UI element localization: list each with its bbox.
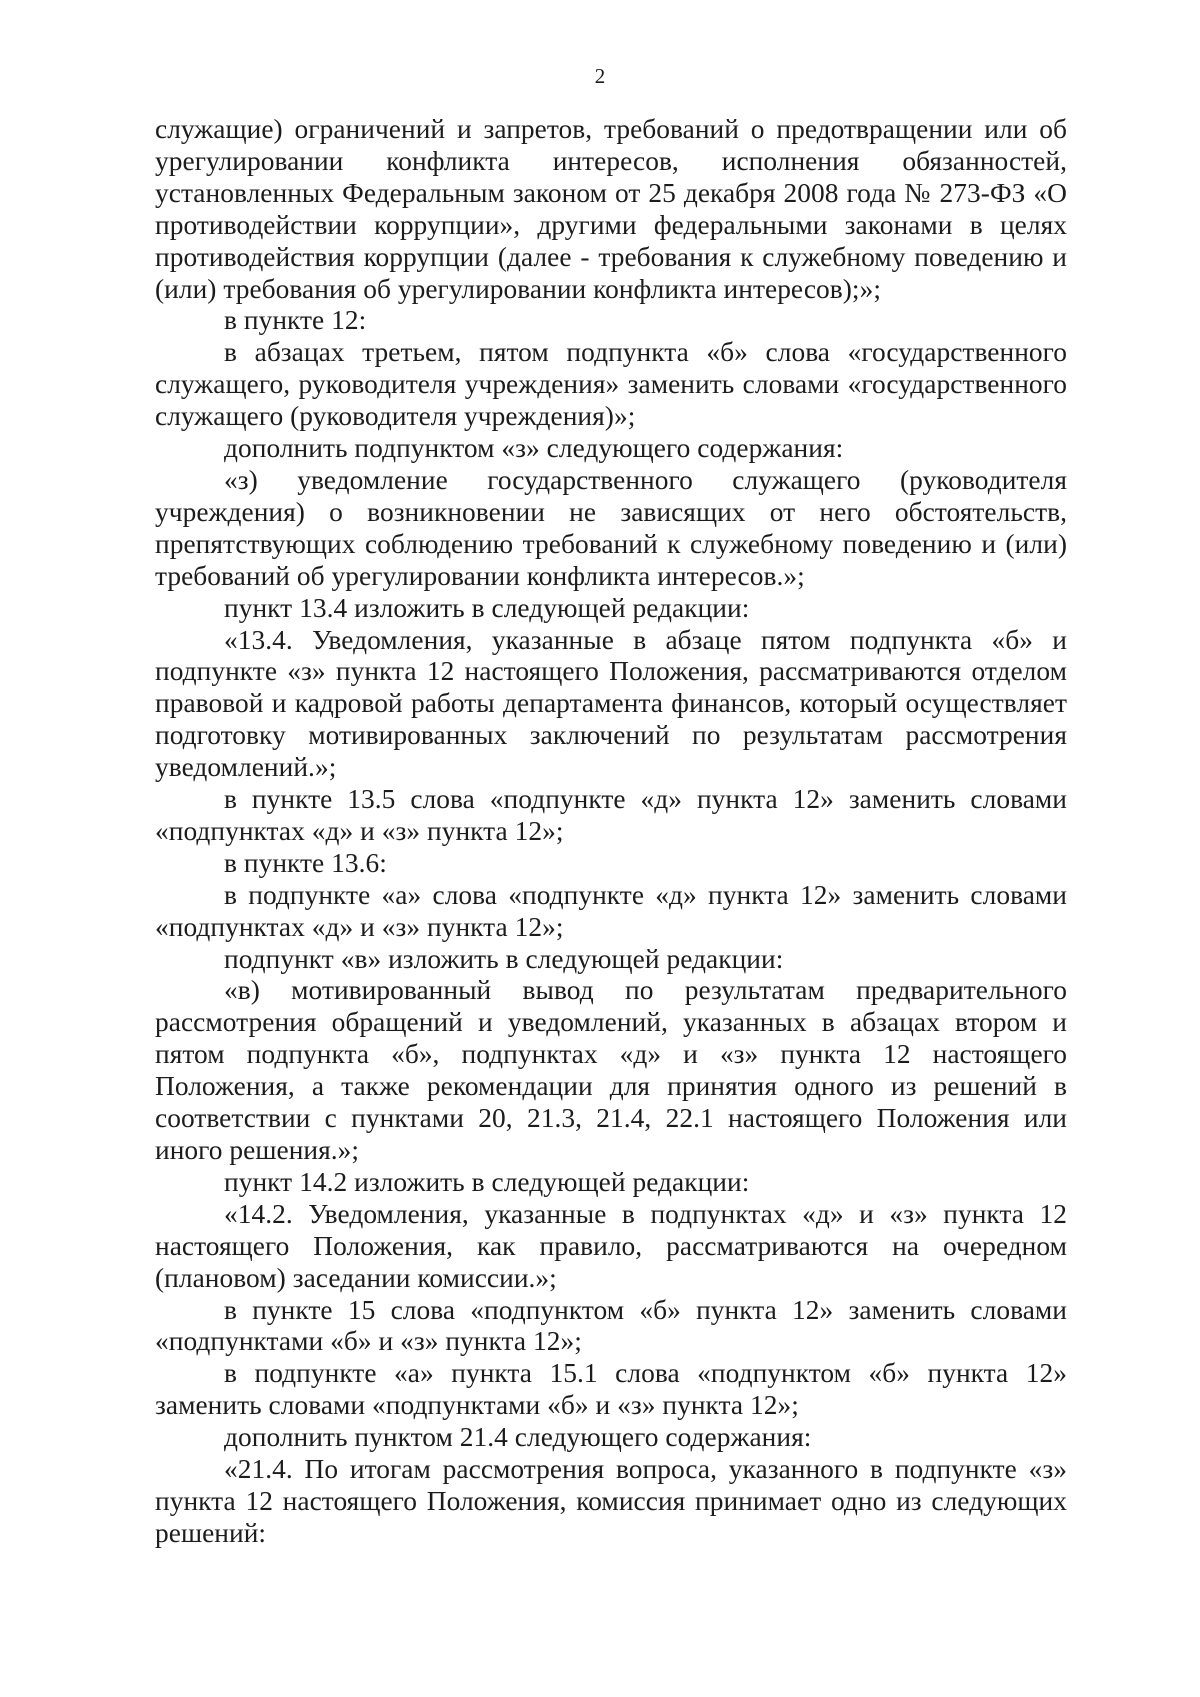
paragraph-item-14-2-text: «14.2. Уведомления, указанные в подпунктах «д» и «з» пункта 12 настоящего Положения, как правило, рассматриваются на очередном (плановом) заседании комиссии.»; xyxy=(155,1198,1067,1293)
paragraph-item-13-6-heading: в пункте 13.6: xyxy=(224,847,387,878)
paragraph-item-13-6-a: в подпункте «а» слова «подпункте «д» пункта 12» заменить словами «подпунктах «д» и «з» пункта 12»; xyxy=(155,879,1067,942)
document-body xyxy=(155,114,1067,1550)
paragraph-item-13-4-text: «13.4. Уведомления, указанные в абзаце пятом подпункта «б» и подпункте «з» пункта 12 настоящего Положения, рассматриваются отделом правовой и кадровой работы департамента финансов, который осуществляет подготовку мотивированных заключений по результатам рассмотрения уведомлений.»; xyxy=(155,624,1067,783)
paragraph-item-13-4-heading: пункт 13.4 изложить в следующей редакции: xyxy=(224,592,750,623)
paragraph-item-13-5: в пункте 13.5 слова «подпункте «д» пункта 12» заменить словами «подпунктах «д» и «з» пункта 12»; xyxy=(155,784,1067,846)
paragraph-add-subitem-z: дополнить подпунктом «з» следующего содержания: xyxy=(224,433,844,464)
paragraph-item-13-6-v-heading: подпункт «в» изложить в следующей редакции: xyxy=(224,943,784,974)
paragraph-continuation: служащие) ограничений и запретов, требований о предотвращении или об урегулировании конфликта интересов, исполнения обязанностей, установленных Федеральным законом от 25 декабря 2008 года № 273-ФЗ «О противодействии коррупции», другими федеральными законами в целях противодействия коррупции (далее - требования к служебному поведению и (или) требования об урегулировании конфликта интересов);»; xyxy=(155,114,1067,304)
paragraph-subitem-b-amendment: в абзацах третьем, пятом подпункта «б» слова «государственного служащего, руководителя учреждения» заменить словами «государственного служащего (руководителя учреждения)»; xyxy=(155,337,1067,432)
paragraph-item-14-2-heading: пункт 14.2 изложить в следующей редакции: xyxy=(224,1166,750,1197)
paragraph-item-15: в пункте 15 слова «подпунктом «б» пункта 12» заменить словами «подпунктами «б» и «з» пункта 12»; xyxy=(155,1294,1067,1357)
paragraph-item-15-1: в подпункте «а» пункта 15.1 слова «подпунктом «б» пункта 12» заменить словами «подпунктами «б» и «з» пункта 12»; xyxy=(155,1358,1067,1421)
paragraph-add-item-21-4: дополнить пунктом 21.4 следующего содержания: xyxy=(224,1422,812,1453)
paragraph-subitem-z-text: «з) уведомление государственного служащего (руководителя учреждения) о возникновении не зависящих от него обстоятельств, препятствующих соблюдению требований к служебному поведению и (или) требований об урегулировании конфликта интересов.»; xyxy=(155,464,1067,591)
page-number: 2 xyxy=(594,64,606,88)
paragraph-item-12-heading: в пункте 12: xyxy=(224,305,367,336)
paragraph-item-13-6-v-text: «в) мотивированный вывод по результатам предварительного рассмотрения обращений и уведомлений, указанных в абзацах втором и пятом подпункта «б», подпунктах «д» и «з» пункта 12 настоящего Положения, а также рекомендации для принятия одного из решений в соответствии с пунктами 20, 21.3, 21.4, 22.1 настоящего Положения или иного решения.»; xyxy=(155,975,1067,1165)
paragraph-item-21-4-text: «21.4. По итогам рассмотрения вопроса, указанного в подпункте «з» пункта 12 настоящего Положения, комиссия принимает одно из следующих решений: xyxy=(155,1454,1067,1548)
